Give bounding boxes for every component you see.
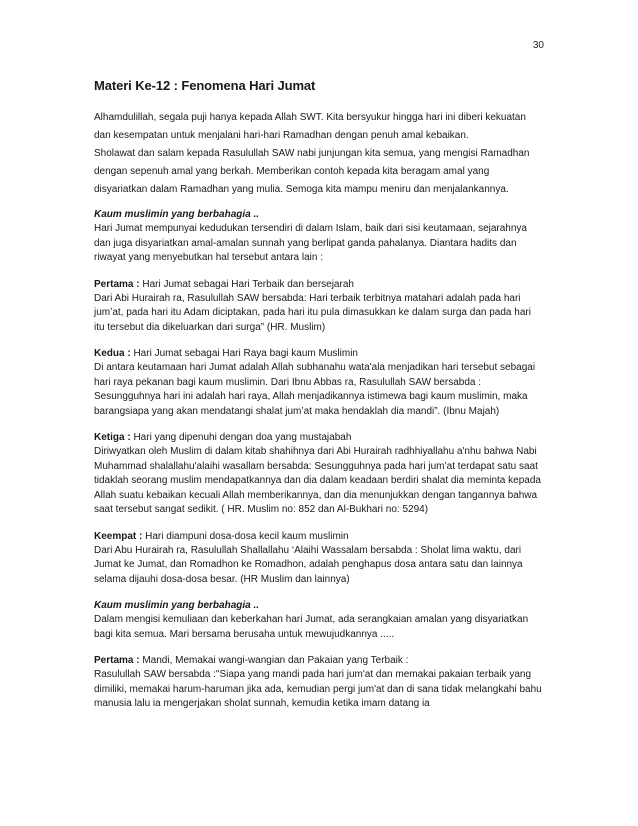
page-title: Materi Ke-12 : Fenomena Hari Jumat bbox=[94, 78, 316, 93]
section-body: Rasulullah SAW bersabda :"Siapa yang mandi pada hari jum'at dan memakai pakaian terbaik yang dimiliki, memakai harum-haruman jika ada, kemudian pergi jum'at dan di sana tidak melangkahi bahu manusia lalu ia mengerjakan sholat sunnah, kemudia ketika imam datang ia bbox=[94, 669, 542, 709]
section-heading bbox=[94, 431, 544, 445]
section-ketiga bbox=[94, 431, 544, 518]
section-pertama-2 bbox=[94, 654, 544, 712]
intro-paragraph: Sholawat dan salam kepada Rasulullah SAW nabi junjungan kita semua, yang mengisi Ramadhan dengan sepenuh amal yang berkah. Memberikan contoh kepada kita beragam amal yang disyariatkan dalam Ramadhan yang mulia. Semoga kita mampu meniru dan menjalankannya. bbox=[94, 148, 530, 195]
section-label: Kaum muslimin yang berbahagia .. bbox=[94, 209, 260, 220]
section-label: Ketiga : bbox=[94, 432, 131, 443]
section-heading bbox=[94, 278, 544, 292]
section-pertama-1 bbox=[94, 278, 544, 336]
intro-paragraph: Alhamdulillah, segala puji hanya kepada Allah SWT. Kita bersyukur hingga hari ini diberi kekuatan dan kesempatan untuk menjalani hari-hari Ramadhan dengan penuh amal kebaikan. bbox=[94, 112, 526, 141]
section-subtitle: Hari Jumat sebagai Hari Terbaik dan bersejarah bbox=[139, 278, 354, 290]
section-subtitle: Hari diampuni dosa-dosa kecil kaum muslimin bbox=[142, 530, 349, 542]
section-body: Diriwyatkan oleh Muslim di dalam kitab shahihnya dari Abi Hurairah radhhiyallahu a'nhu bahwa Nabi Muhammad shalallahu'alaihi wasallam bersabda: Sesungguhnya pada hari jum’at terdapat satu saat tidaklah seorang muslim mendapatkannya dan dia dalam keadaan berdiri shalat dia meminta kepada Allah suatu kebaikan kecuali Allah memberikannya, dan dia menunjukkan dengan tangannya bahwa saat tersebut sangat sedikit. ( HR. Muslim no: 852 dan Al-Bukhari no: 5294) bbox=[94, 446, 541, 515]
page-content bbox=[94, 78, 544, 724]
section-kedua bbox=[94, 347, 544, 419]
section-heading bbox=[94, 599, 544, 613]
section-body: Hari Jumat mempunyai kedudukan tersendiri di dalam Islam, baik dari sisi keutamaan, sejarahnya dan juga disyariatkan amal-amalan sunnah yang berlipat ganda pahalanya. Diantara hadits dan riwayat yang menyebutkan hal tersebut antara lain : bbox=[94, 223, 527, 263]
section-kaum-muslimin-2 bbox=[94, 599, 544, 642]
section-subtitle: Hari Jumat sebagai Hari Raya bagi kaum Muslimin bbox=[130, 348, 358, 359]
section-subtitle: Hari yang dipenuhi dengan doa yang mustajabah bbox=[130, 432, 352, 443]
section-heading bbox=[94, 347, 544, 361]
section-heading bbox=[94, 208, 544, 222]
section-subtitle: Mandi, Memakai wangi-wangian dan Pakaian yang Terbaik : bbox=[139, 655, 409, 666]
section-body: Di antara keutamaan hari Jumat adalah Allah subhanahu wata'ala menjadikan hari tersebut sebagai hari raya pekanan bagi kaum muslimin. Dari Ibnu Abbas ra, Rasulullah SAW bersabda : Sesungguhnya hari ini adalah hari raya, Allah menjadikannya istimewa bagi kaum muslimin, maka barangsiapa yang akan mendatangi shalat jum’at maka hendaklah dia mandi”. (Ibnu Majah) bbox=[94, 362, 536, 417]
section-label: Kaum muslimin yang berbahagia .. bbox=[94, 600, 260, 611]
section-label: Kedua : bbox=[94, 348, 131, 359]
section-heading bbox=[94, 530, 544, 544]
section-keempat bbox=[94, 530, 544, 588]
section-label: Pertama : bbox=[94, 278, 140, 290]
section-label: Pertama : bbox=[94, 655, 140, 666]
section-body: Dari Abu Hurairah ra, Rasulullah Shallallahu ‘Alaihi Wassalam bersabda : Sholat lima waktu, dari Jumat ke Jumat, dan Romadhon ke Romadhon, adalah penghapus dosa antara satu dan lainnya selama dijauhi dosa-dosa besar. (HR Muslim dan lainnya) bbox=[94, 544, 523, 585]
section-heading bbox=[94, 654, 544, 668]
section-body: Dalam mengisi kemuliaan dan keberkahan hari Jumat, ada serangkaian amalan yang disyariatkan bagi kita semua. Mari bersama berusaha untuk mewujudkannya ..... bbox=[94, 614, 529, 640]
section-kaum-muslimin-1 bbox=[94, 208, 544, 266]
section-label: Keempat : bbox=[94, 530, 143, 542]
section-body: Dari Abi Hurairah ra, Rasulullah SAW bersabda: Hari terbaik terbitnya matahari adalah pada hari jum’at, pada hari itu Adam diciptakan, pada hari itu pula dimasukkan ke dalam surga dan pada hari itu tersebut dia dikeluarkan dari surga” (HR. Muslim) bbox=[94, 292, 531, 333]
intro-section bbox=[94, 109, 544, 199]
page-number: 30 bbox=[532, 40, 544, 51]
